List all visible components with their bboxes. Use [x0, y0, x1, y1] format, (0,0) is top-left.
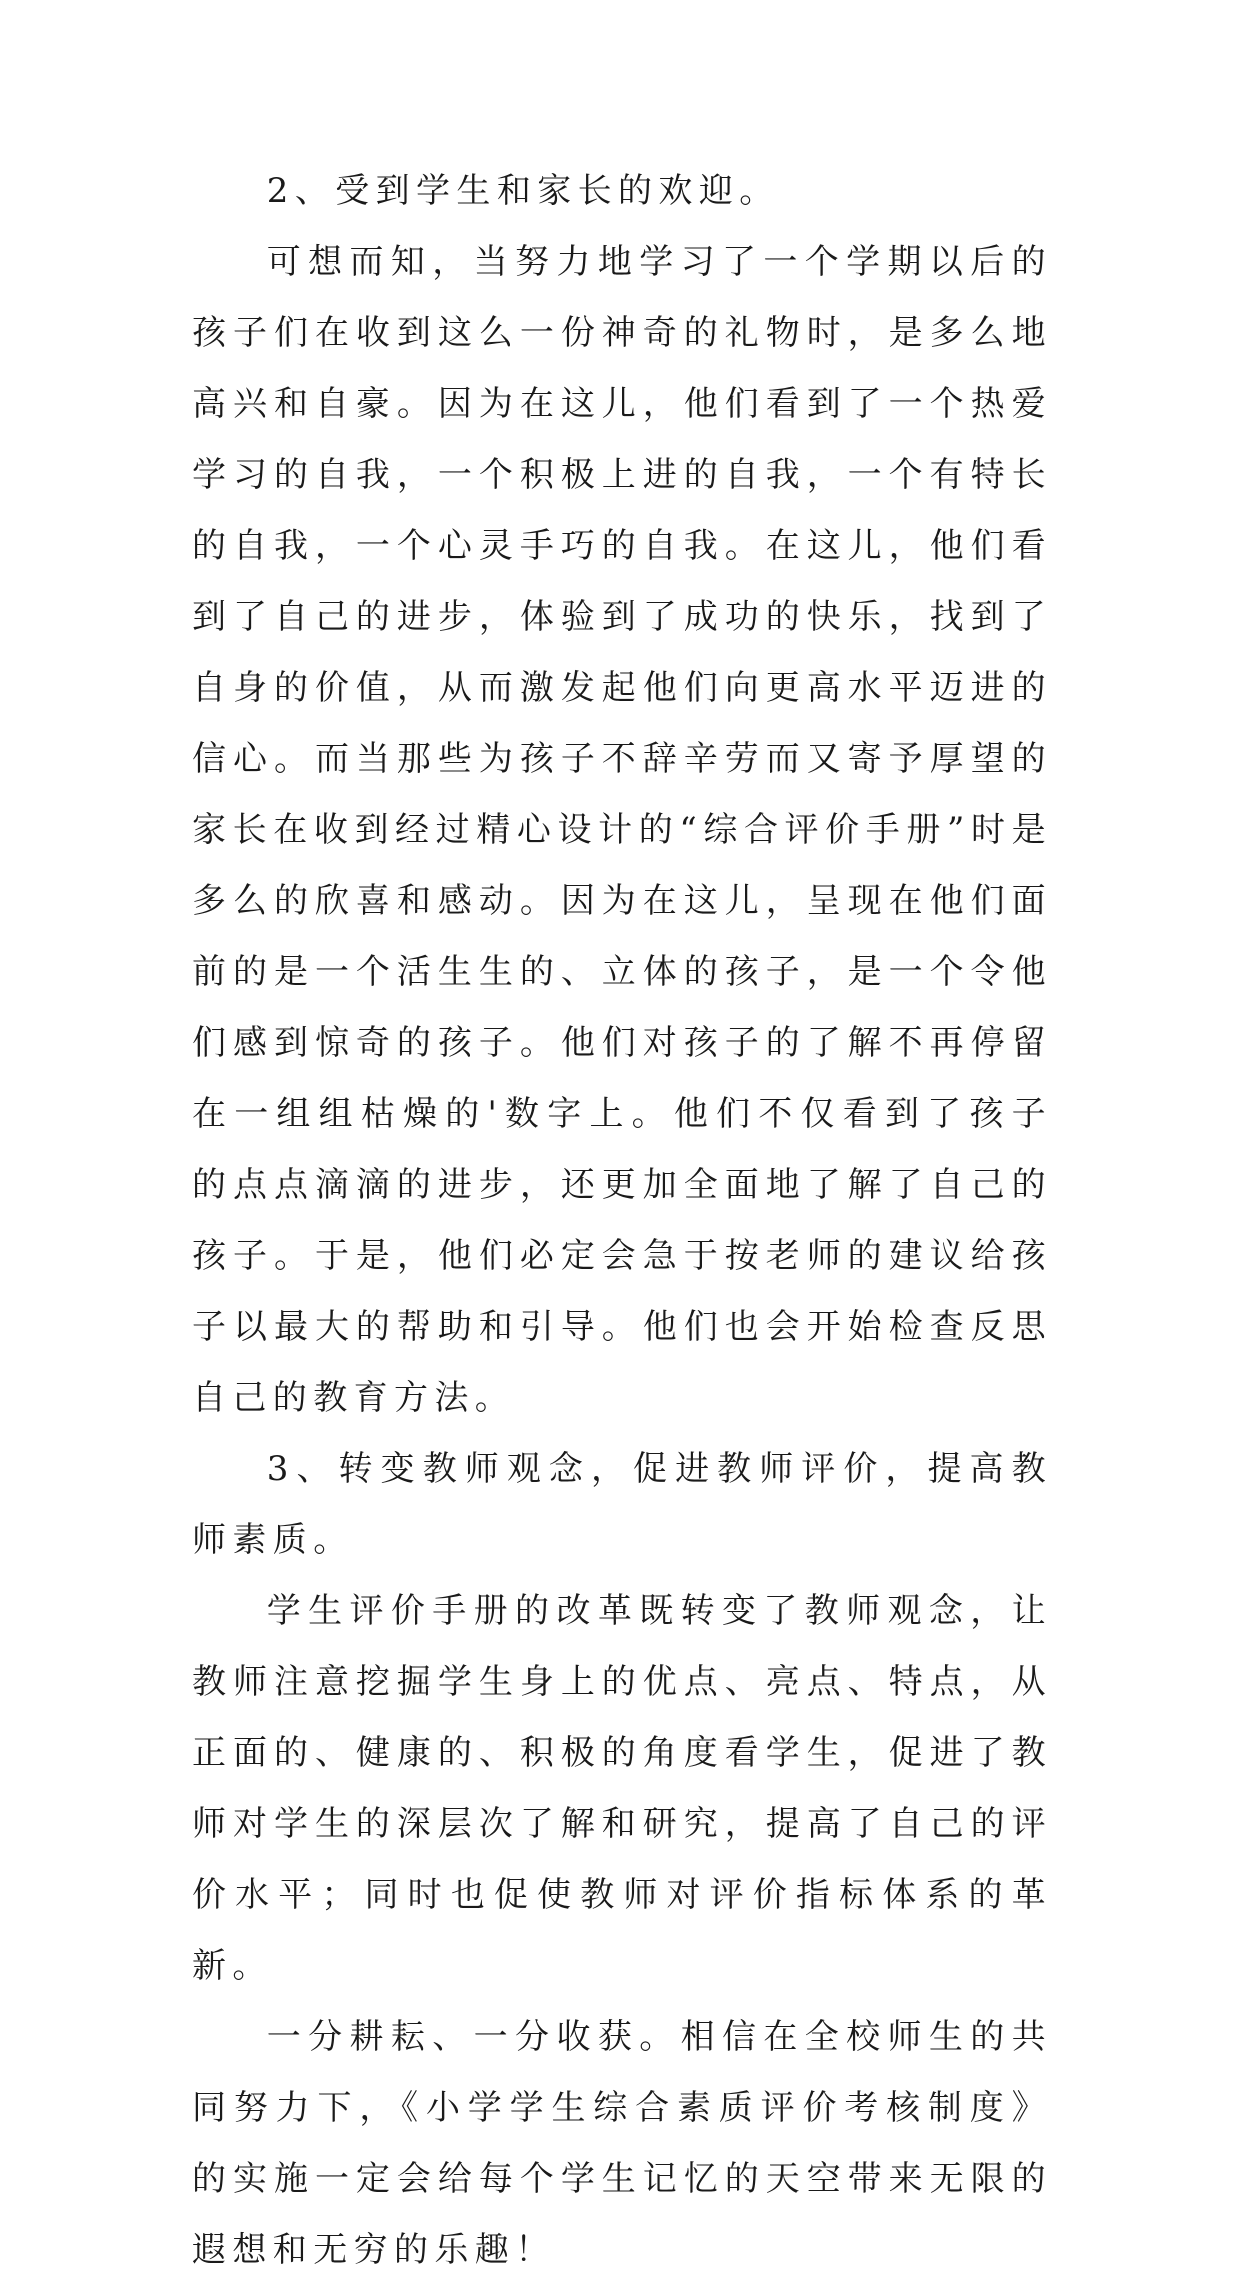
document-body — [192, 156, 1052, 2286]
section-heading-3: 3、转变教师观念，促进教师评价，提高教师素质。 — [192, 1449, 1052, 1560]
body-paragraph-parents: 可想而知，当努力地学习了一个学期以后的孩子们在收到这么一份神奇的礼物时，是多么地高兴和自豪。因为在这儿，他们看到了一个热爱学习的自我，一个积极上进的自我，一个有特长的自我，一个心灵手巧的自我。在这儿，他们看到了自己的进步，体验到了成功的快乐，找到了自身的价值，从而激发起他们向更高水平迈进的信心。而当那些为孩子不辞辛劳而又寄予厚望的家长在收到经过精心设计的“综合评价手册”时是多么的欣喜和感动。因为在这儿，呈现在他们面前的是一个活生生的、立体的孩子，是一个令他们感到惊奇的孩子。他们对孩子的了解不再停留在一组组枯燥的'数字上。他们不仅看到了孩子的点点滴滴的进步，还更加全面地了解了自己的孩子。于是，他们必定会急于按老师的建议给孩子以最大的帮助和引导。他们也会开始检查反思自己的教育方法。 — [192, 242, 1052, 1418]
section-heading-2: 2、受到学生和家长的欢迎。 — [266, 171, 780, 211]
body-paragraph-conclusion: 一分耕耘、一分收获。相信在全校师生的共同努力下，《小学学生综合素质评价考核制度》的实施一定会给每个学生记忆的天空带来无限的遐想和无穷的乐趣！ — [192, 2017, 1052, 2270]
body-paragraph-teachers: 学生评价手册的改革既转变了教师观念，让教师注意挖掘学生身上的优点、亮点、特点，从正面的、健康的、积极的角度看学生，促进了教师对学生的深层次了解和研究，提高了自己的评价水平；同时也促使教师对评价指标体系的革新。 — [192, 1591, 1052, 1986]
